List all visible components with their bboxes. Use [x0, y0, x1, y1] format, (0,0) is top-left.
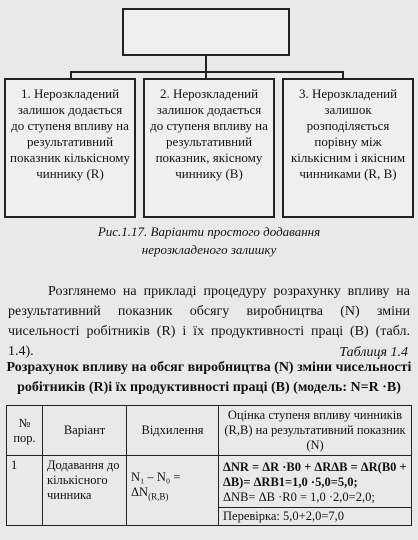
formula-line-1: ΔNR = ΔR ·B0 + ΔRΔB = ΔR(B0 +	[223, 460, 407, 474]
cell-num: 1	[7, 456, 43, 526]
figure-caption-line1: Рис.1.17. Варіанти простого додавання	[97, 224, 321, 239]
cell-deviation	[127, 456, 219, 526]
header-variant: Варіант	[43, 406, 127, 456]
table-number: Таблиця 1.4	[339, 345, 408, 360]
cell-formula	[219, 456, 412, 508]
diagram-box-1-text: 1. Нерозкладений залишок додається до ступеня впливу на результативний показник кількісному чиннику (R)	[10, 86, 130, 181]
connector-horizontal	[70, 71, 344, 73]
diagram-box-1	[4, 78, 136, 218]
header-num: № пор.	[7, 406, 43, 456]
diagram-box-3	[282, 78, 414, 218]
table-header-row	[7, 406, 412, 456]
cell-check: Перевірка: 5,0+2,0=7,0	[219, 508, 412, 526]
body-paragraph: Розглянемо на прикладі процедуру розрахунку впливу на результативний показник обсягу виробництва (N) зміни чисельності робітників (R) і їх продуктивності праці (B) (табл. 1.4).	[8, 284, 410, 359]
connector-vertical-root	[205, 56, 207, 72]
diagram-box-3-text: 3. Нерозкладений залишок розподіляється порівну між кількісним і якісним чинниками (R, B)	[290, 86, 406, 181]
figure-caption-line2: нерозкладеного залишку	[141, 242, 277, 257]
cell-variant: Додавання до кількісного чинника	[43, 456, 127, 526]
formula-line-3: ΔNB= ΔB ·R0 = 1,0 ·2,0=2,0;	[223, 490, 375, 504]
diagram-box-2-text: 2. Нерозкладений залишок додається до ступеня впливу на результативний показник, якісному чиннику (В)	[150, 86, 268, 181]
formula-line-2: ΔB)= ΔRB1=1,0 ·5,0=5,0;	[223, 475, 358, 489]
table-title: Розрахунок впливу на обсяг виробництва (N) зміни чисельності робітників (R)і їх продуктивності праці (B) (модель: N=R ·B)	[6, 360, 412, 395]
deviation-subscript: (R,B)	[148, 491, 169, 502]
diagram-root-box	[122, 8, 290, 56]
header-assessment: Оцінка ступеня впливу чинників (R,B) на результативний показник (N)	[219, 406, 412, 456]
header-deviation: Відхилення	[127, 406, 219, 456]
diagram-box-2	[143, 78, 275, 218]
calculation-table	[6, 405, 412, 526]
deviation-formula: N₁ – N₀ = ΔN	[131, 470, 181, 499]
table-row	[7, 456, 412, 508]
